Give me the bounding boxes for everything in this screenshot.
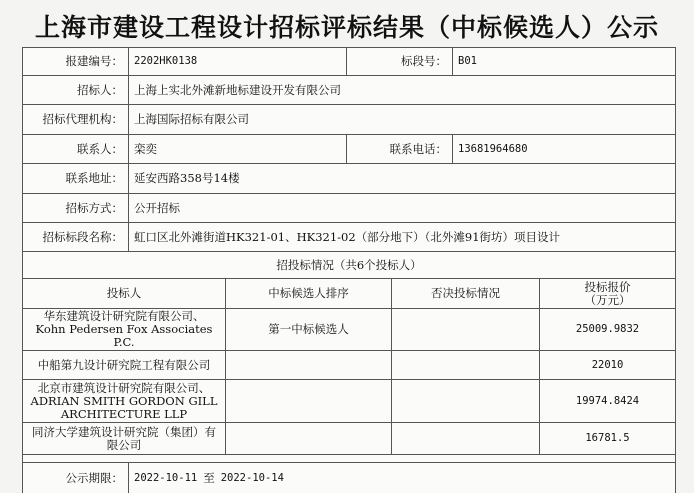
report-no-label: 报建编号： xyxy=(23,48,129,76)
bidder-price: 25009.9832 xyxy=(540,309,675,351)
section-no-label: 标段号： xyxy=(347,48,453,76)
tenderer-label: 招标人： xyxy=(23,76,129,105)
contact-value: 栾奕 xyxy=(129,135,347,164)
report-no-value: 2202HK0138 xyxy=(129,48,347,76)
bidder-name: 北京市建筑设计研究院有限公司、ADRIAN SMITH GORDON GILL ARCHITECTURE LLP xyxy=(23,380,226,423)
publicity-start-date: 2022-10-11 xyxy=(134,471,198,484)
bidder-rank xyxy=(226,351,392,380)
col-header-bidder: 投标人 xyxy=(23,279,226,309)
bidder-rejection xyxy=(392,380,540,423)
bidder-price: 19974.8424 xyxy=(540,380,675,423)
page-title: 上海市建设工程设计招标评标结果（中标候选人）公示 xyxy=(34,13,659,42)
publicity-label: 公示期限： xyxy=(23,463,129,493)
section-no-value: B01 xyxy=(453,48,675,76)
result-table xyxy=(22,47,676,493)
phone-value: 13681964680 xyxy=(453,135,675,164)
bidder-rejection xyxy=(392,309,540,351)
bidder-name: 华东建筑设计研究院有限公司、Kohn Pedersen Fox Associates P.C. xyxy=(23,309,226,351)
col-header-rejection: 否决投标情况 xyxy=(392,279,540,309)
bidder-price: 22010 xyxy=(540,351,675,380)
bidder-rank: 第一中标候选人 xyxy=(226,309,392,351)
address-label: 联系地址： xyxy=(23,164,129,194)
tenderer-value: 上海上实北外滩新地标建设开发有限公司 xyxy=(129,76,675,105)
agency-label: 招标代理机构： xyxy=(23,105,129,135)
method-value: 公开招标 xyxy=(129,194,675,223)
bid-summary-header: 招投标情况（共6个投标人） xyxy=(23,252,675,279)
section-name-label: 招标标段名称： xyxy=(23,223,129,252)
publicity-separator: 至 xyxy=(203,470,215,485)
col-header-price: 投标报价 （万元） xyxy=(540,279,675,309)
method-label: 招标方式： xyxy=(23,194,129,223)
publicity-end-date: 2022-10-14 xyxy=(220,471,284,484)
bidder-price: 16781.5 xyxy=(540,423,675,455)
bidder-rank xyxy=(226,423,392,455)
contact-label: 联系人： xyxy=(23,135,129,164)
address-value: 延安西路358号14楼 xyxy=(129,164,675,194)
bidder-name: 同济大学建筑设计研究院（集团）有限公司 xyxy=(23,423,226,455)
publicity-period xyxy=(129,463,675,493)
col-header-rank: 中标候选人排序 xyxy=(226,279,392,309)
section-name-value: 虹口区北外滩街道HK321-01、HK321-02（部分地下）（北外滩91街坊）项目设计 xyxy=(129,223,675,252)
bidder-rejection xyxy=(392,423,540,455)
bidder-rank xyxy=(226,380,392,423)
bidder-name: 中船第九设计研究院工程有限公司 xyxy=(23,351,226,380)
bidder-rejection xyxy=(392,351,540,380)
agency-value: 上海国际招标有限公司 xyxy=(129,105,675,135)
table-spacer xyxy=(23,455,675,463)
phone-label: 联系电话： xyxy=(347,135,453,164)
